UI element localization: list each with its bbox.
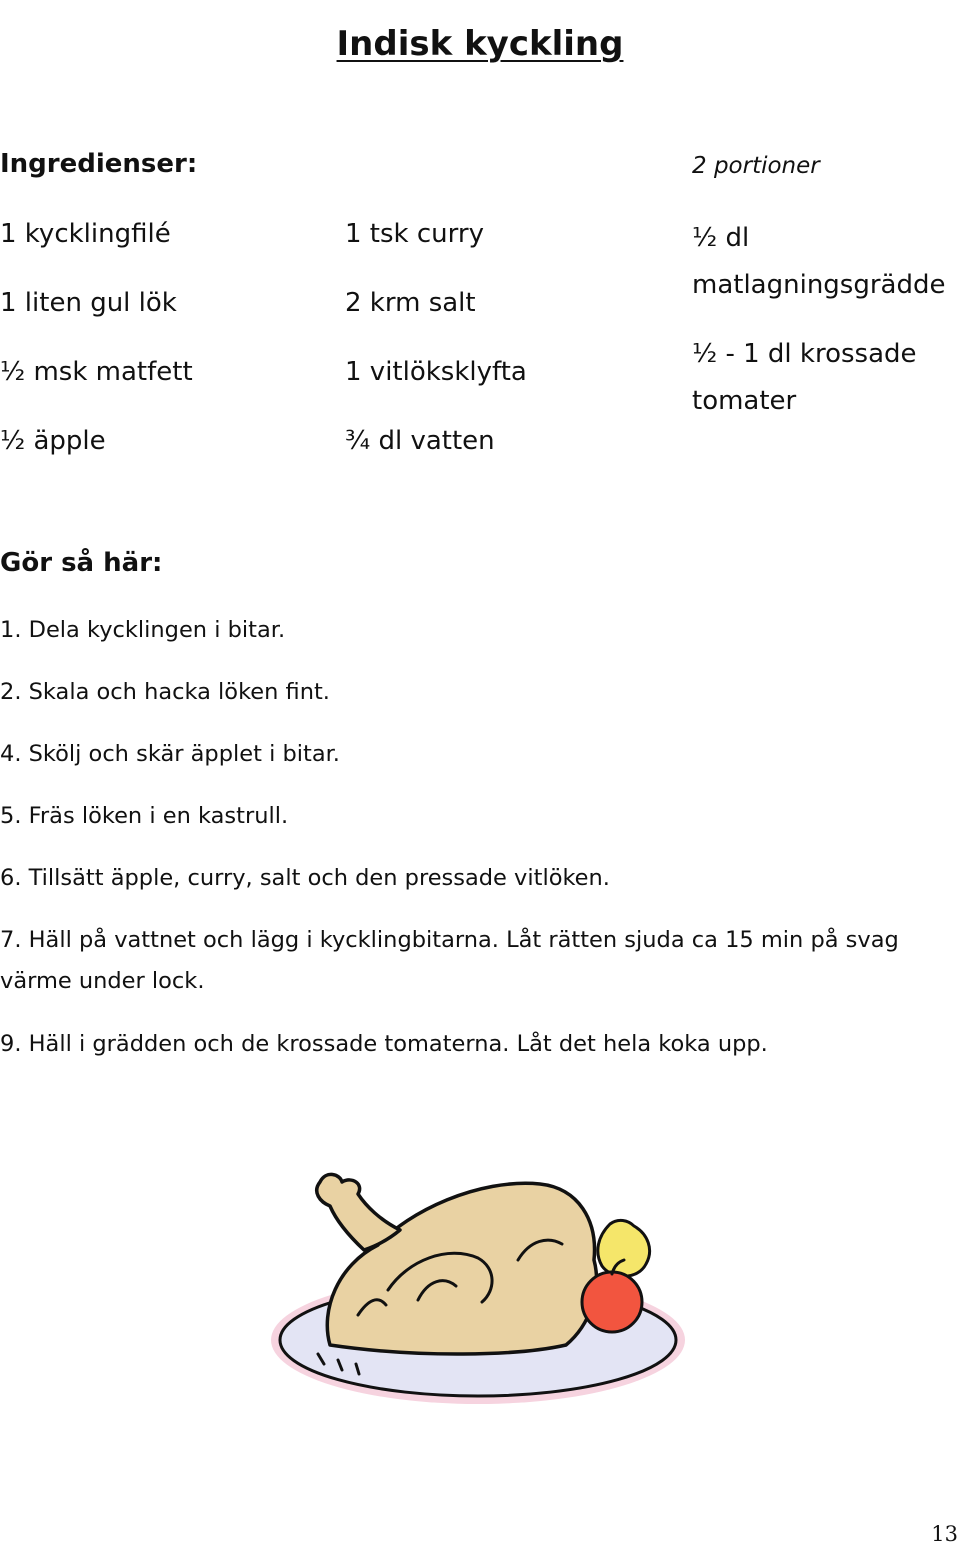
page-title: Indisk kyckling (336, 23, 624, 64)
apple (582, 1272, 642, 1332)
instruction-step: 1. Dela kycklingen i bitar. (0, 617, 286, 643)
instruction-step: 2. Skala och hacka löken fint. (0, 679, 330, 705)
lemon (598, 1220, 650, 1276)
instruction-step: 9. Häll i grädden och de krossade tomaterna. Låt det hela koka upp. (0, 1031, 768, 1057)
instruction-step: 4. Skölj och skär äpplet i bitar. (0, 741, 340, 767)
ingredients-column-3 (692, 215, 960, 447)
ingredient-item: ½ - 1 dl krossade tomater (692, 339, 917, 416)
portions-label: 2 portioner (692, 153, 820, 179)
ingredient-item: 1 vitlöksklyfta (345, 357, 527, 387)
ingredient-item: ¾ dl vatten (345, 426, 495, 456)
ingredients-column-2 (345, 215, 675, 491)
chicken-drumstick (317, 1174, 400, 1250)
instruction-step: 7. Häll på vattnet och lägg i kycklingbitarna. Låt rätten sjuda ca 15 min på svag värme under lock. (0, 927, 899, 994)
instruction-steps (0, 610, 960, 1086)
ingredient-item: 1 tsk curry (345, 219, 484, 249)
ingredients-heading: Ingredienser: (0, 149, 198, 179)
ingredients-column-1 (0, 215, 330, 491)
ingredient-item: ½ äpple (0, 426, 106, 456)
ingredient-item: 1 liten gul lök (0, 288, 177, 318)
instruction-step: 6. Tillsätt äpple, curry, salt och den pressade vitlöken. (0, 865, 610, 891)
instructions-heading: Gör så här: (0, 548, 163, 578)
ingredient-item: ½ dl matlagningsgrädde (692, 223, 946, 300)
page-number: 13 (931, 1522, 958, 1546)
ingredient-item: ½ msk matfett (0, 357, 193, 387)
roast-chicken-icon (268, 1140, 688, 1410)
instruction-step: 5. Fräs löken i en kastrull. (0, 803, 289, 829)
ingredient-item: 2 krm salt (345, 288, 476, 318)
ingredient-item: 1 kycklingfilé (0, 219, 171, 249)
